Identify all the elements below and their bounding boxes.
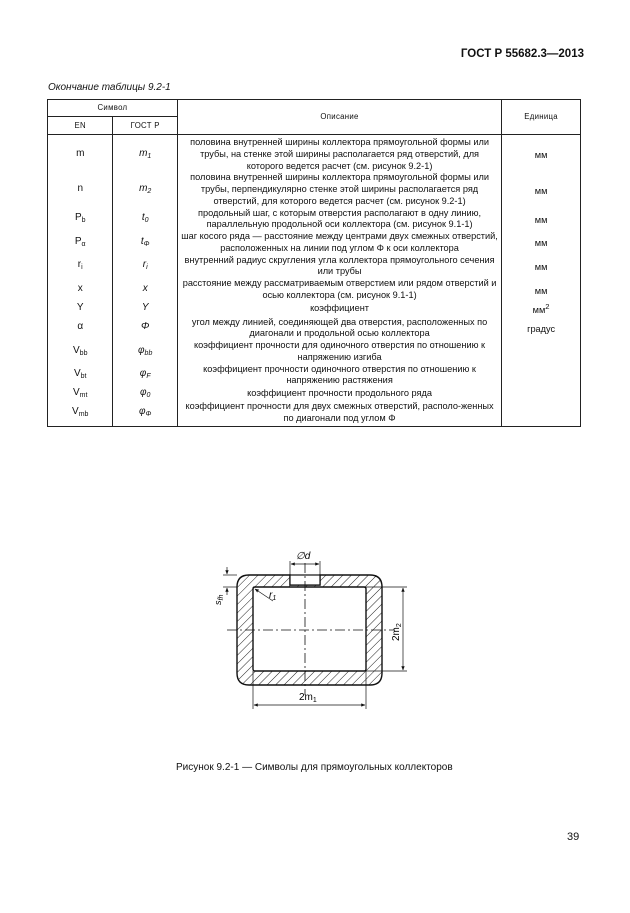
rectangular-header-figure bbox=[205, 543, 425, 718]
symbol-en: x bbox=[48, 278, 113, 302]
symbol-en: $V_{mt}$ bbox=[48, 387, 113, 401]
symbol-en: m bbox=[48, 135, 113, 173]
symbol-gost: $\varphi_F$ bbox=[113, 364, 177, 388]
symbol-gost: $\varphi_{bb}$ bbox=[113, 340, 177, 364]
symbol-en: n bbox=[48, 172, 113, 207]
table-row bbox=[48, 302, 581, 317]
symbol-en: α bbox=[48, 317, 113, 341]
standard-code: ГОСТ Р 55682.3—2013 bbox=[460, 48, 584, 60]
table-body bbox=[48, 135, 581, 427]
unit: градус bbox=[502, 317, 581, 341]
label-r1: $r_1$ bbox=[269, 590, 277, 602]
table-row bbox=[48, 135, 581, 173]
description: расстояние между рассматриваемым отверстием или рядом отверстий и осью коллектора (см. рисунок 9.1-1) bbox=[177, 278, 501, 302]
table-row bbox=[48, 364, 581, 388]
symbol-en: Y bbox=[48, 302, 113, 317]
description: внутренний радиус скругления угла коллектора прямоугольного сечения или трубы bbox=[177, 255, 501, 279]
description: половина внутренней ширины коллектора прямоугольной формы или трубы, на стенке этой ширины располагается ряд отверстий, для которого ведется расчет (см. рисунок 9.2-1) bbox=[177, 135, 501, 173]
symbol-gost: $m_1$ bbox=[113, 135, 177, 173]
unit bbox=[502, 401, 581, 426]
label-sfh: $s_{fh}$ bbox=[213, 594, 225, 605]
symbol-gost: $\varphi_\Phi$ bbox=[113, 401, 177, 426]
header-description: Описание bbox=[177, 100, 501, 135]
description: коэффициент прочности продольного ряда bbox=[177, 387, 501, 401]
description: угол между линией, соединяющей два отверстия, расположенных по диагонали и продольной осью коллектора bbox=[177, 317, 501, 341]
symbol-en: $P_b$ bbox=[48, 208, 113, 232]
symbol-en: $V_{bt}$ bbox=[48, 364, 113, 388]
table-row bbox=[48, 387, 581, 401]
symbol-gost: Y bbox=[113, 302, 177, 317]
unit: $мм^2$ bbox=[502, 302, 581, 317]
header-unit: Единица bbox=[502, 100, 581, 135]
description: шаг косого ряда — расстояние между центрами двух смежных отверстий, расположенных на линии под углом Φ к оси коллектора bbox=[177, 231, 501, 255]
symbol-gost: $r_i$ bbox=[113, 255, 177, 279]
unit: мм bbox=[502, 278, 581, 302]
description: коэффициент прочности одиночного отверстия по отношению к напряжению растяжения bbox=[177, 364, 501, 388]
symbol-gost: $m_2$ bbox=[113, 172, 177, 207]
unit: мм bbox=[502, 135, 581, 173]
header-gost: ГОСТ Р bbox=[113, 117, 177, 135]
description: половина внутренней ширины коллектора прямоугольной формы или трубы, перпендикулярно стенке этой ширины располагается ряд отверстий, для которого ведется расчет (см. рисунок 9.2-1) bbox=[177, 172, 501, 207]
figure-drawing bbox=[205, 543, 425, 713]
symbol-gost: $t_0$ bbox=[113, 208, 177, 232]
description: коэффициент прочности для двух смежных отверстий, располо-женных по диагонали под углом Φ bbox=[177, 401, 501, 426]
symbol-en: $r_i$ bbox=[48, 255, 113, 279]
unit bbox=[502, 340, 581, 364]
table-row bbox=[48, 255, 581, 279]
symbols-table bbox=[47, 99, 581, 427]
table-row bbox=[48, 401, 581, 426]
table-row bbox=[48, 208, 581, 232]
unit: мм bbox=[502, 208, 581, 232]
unit: мм bbox=[502, 231, 581, 255]
figure-caption: Рисунок 9.2-1 — Символы для прямоугольных коллекторов bbox=[176, 762, 453, 773]
unit: мм bbox=[502, 255, 581, 279]
table-row bbox=[48, 172, 581, 207]
symbol-en: $P_\alpha$ bbox=[48, 231, 113, 255]
table-row bbox=[48, 317, 581, 341]
symbol-gost: $\varphi_0$ bbox=[113, 387, 177, 401]
symbol-gost: $t_\Phi$ bbox=[113, 231, 177, 255]
unit: мм bbox=[502, 172, 581, 207]
symbol-gost: x bbox=[113, 278, 177, 302]
description: коэффициент bbox=[177, 302, 501, 317]
label-2m1: $2m_1$ bbox=[299, 692, 317, 704]
symbol-en: $V_{mb}$ bbox=[48, 401, 113, 426]
page-number: 39 bbox=[567, 831, 580, 843]
unit bbox=[502, 387, 581, 401]
description: коэффициент прочности для одиночного отверстия по отношению к напряжению изгиба bbox=[177, 340, 501, 364]
label-2m2: $2m_2$ bbox=[391, 623, 403, 641]
unit bbox=[502, 364, 581, 388]
table-row bbox=[48, 231, 581, 255]
header-en: EN bbox=[48, 117, 113, 135]
header-symbol: Символ bbox=[48, 100, 178, 117]
label-d: ∅d bbox=[296, 551, 311, 562]
symbol-en: $V_{bb}$ bbox=[48, 340, 113, 364]
symbol-gost: Φ bbox=[113, 317, 177, 341]
description: продольный шаг, с которым отверстия располагают в одну линию, параллельную продольной оси коллектора (см. рисунок 9.1-1) bbox=[177, 208, 501, 232]
table-caption: Окончание таблицы 9.2-1 bbox=[48, 82, 171, 93]
table-row bbox=[48, 278, 581, 302]
table-row bbox=[48, 340, 581, 364]
